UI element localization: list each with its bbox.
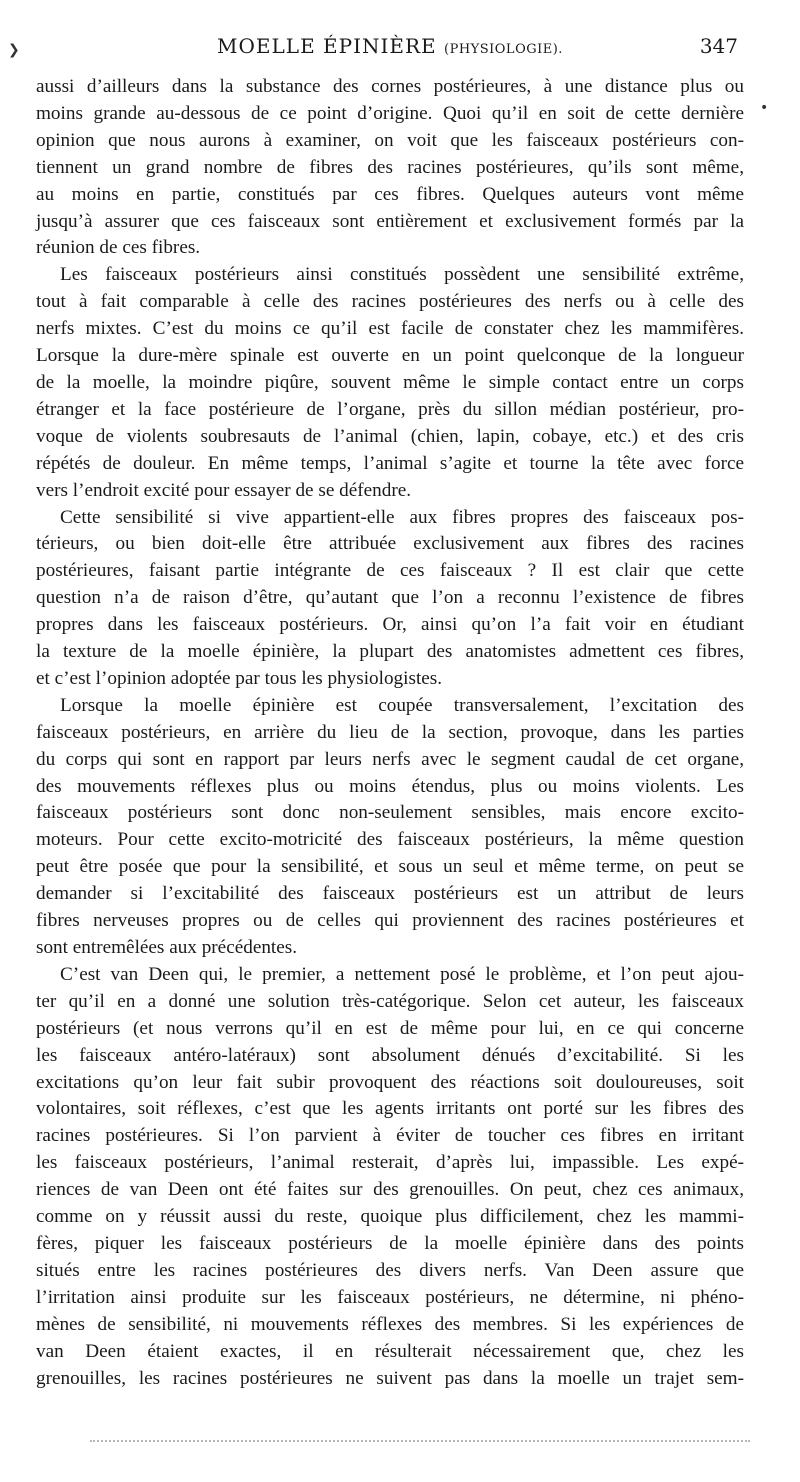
text-line: vers l’endroit excité pour essayer de se défendre. [36,479,412,501]
text-line: répétés de douleur. En même temps, l’animal s’agite et tourne la tête avec force [36,452,744,474]
stray-mark-right: • [760,100,769,116]
body-text [36,74,744,1392]
text-line: propres dans les faisceaux postérieurs. Or, ainsi qu’on l’a fait voir en étudiant [36,614,744,636]
text-line: réunion de ces fibres. [36,237,201,259]
title-main: MOELLE ÉPINIÈRE [217,34,437,58]
text-line: Lorsque la dure-mère spinale est ouverte en un point quelconque de la longueur [36,345,744,367]
text-line: fères, piquer les faisceaux postérieurs de la moelle épinière dans des points [36,1232,744,1254]
text-line: moteurs. Pour cette excito-motricité des faisceaux postérieurs, la même question [36,829,744,851]
text-line: Lorsque la moelle épinière est coupée transversalement, l’excitation des [60,694,744,716]
text-line: térieurs, ou bien doit-elle être attribuée exclusivement aux fibres des racines [36,533,744,555]
paragraph [36,74,744,262]
text-line: situés entre les racines postérieures des divers nerfs. Van Deen assure que [36,1259,744,1281]
text-line: opinion que nous aurons à examiner, on voit que les faisceaux postérieurs con- [36,129,744,151]
page-title [36,34,744,58]
text-line: van Deen étaient exactes, il en résulterait nécessairement que, chez les [36,1340,744,1362]
text-line: racines postérieures. Si l’on parvient à éviter de toucher ces fibres en irritant [36,1125,744,1147]
text-line: excitations qu’on leur fait subir provoquent des réactions soit douloureuses, soit [36,1071,744,1093]
text-line: moins grande au-dessous de ce point d’origine. Quoi qu’il en soit de cette dernière [36,102,744,124]
bottom-edge-artifact [90,1436,750,1442]
text-line: fibres nerveuses propres ou de celles qui proviennent des racines postérieures et [36,910,744,932]
stray-mark-left: ❯ [8,42,20,58]
paragraph [36,962,744,1393]
text-line: demander si l’excitabilité des faisceaux postérieurs est un attribut de leurs [36,883,744,905]
text-line: grenouilles, les racines postérieures ne suivent pas dans la moelle un trajet sem- [36,1367,744,1389]
text-line: jusqu’à assurer que ces faisceaux sont entièrement et exclusivement formés par la [36,210,744,232]
text-line: faisceaux postérieurs sont donc non-seulement sensibles, mais encore excito- [36,802,744,824]
text-line: faisceaux postérieurs, en arrière du lieu de la section, provoque, dans les parties [36,721,744,743]
text-line: riences de van Deen ont été faites sur des grenouilles. On peut, chez ces animaux, [36,1179,744,1201]
text-line: et c’est l’opinion adoptée par tous les physiologistes. [36,667,443,689]
text-line: volontaires, soit réflexes, c’est que les agents irritants ont porté sur les fibres des [36,1098,744,1120]
paragraph [36,505,744,693]
text-line: du corps qui sont en rapport par leurs nerfs avec le segment caudal de cet organe, [36,748,744,770]
text-line: étranger et la face postérieure de l’organe, près du sillon médian postérieur, pro- [36,398,744,420]
text-line: la texture de la moelle épinière, la plupart des anatomistes admettent ces fibres, [36,641,744,663]
text-line: de la moelle, la moindre piqûre, souvent même le simple contact entre un corps [36,371,744,393]
text-line: les faisceaux postérieurs, l’animal resterait, d’après lui, impassible. Les expé- [36,1152,744,1174]
title-sub: (PHYSIOLOGIE). [444,42,563,57]
text-line: mènes de sensibilité, ni mouvements réflexes des membres. Si les expériences de [36,1313,744,1335]
book-page [36,30,744,1392]
running-head [36,30,744,64]
text-line: sont entremêlées aux précédentes. [36,937,298,958]
text-line: postérieures, faisant partie intégrante de ces faisceaux ? Il est clair que cette [36,560,744,582]
text-line: ter qu’il en a donné une solution très-catégorique. Selon cet auteur, les faisceaux [36,990,744,1012]
text-line: des mouvements réflexes plus ou moins étendus, plus ou moins violents. Les [36,775,744,797]
text-line: aussi d’ailleurs dans la substance des cornes postérieures, à une distance plus ou [36,76,744,97]
text-line: Cette sensibilité si vive appartient-elle aux fibres propres des faisceaux pos- [60,506,744,528]
text-line: tiennent un grand nombre de fibres des racines postérieures, qu’ils sont même, [36,156,744,178]
text-line: au moins en partie, constitués par ces fibres. Quelques auteurs vont même [36,183,744,205]
text-line: tout à fait comparable à celle des racines postérieures des nerfs ou à celle des [36,291,744,313]
paragraph [36,693,744,962]
text-line: les faisceaux antéro-latéraux) sont absolument dénués d’excitabilité. Si les [36,1044,744,1066]
text-line: postérieurs (et nous verrons qu’il en est de même pour lui, en ce qui concerne [36,1017,744,1039]
text-line: nerfs mixtes. C’est du moins ce qu’il est facile de constater chez les mammifères. [36,318,744,340]
text-line: C’est van Deen qui, le premier, a nettement posé le problème, et l’on peut ajou- [60,963,744,985]
text-line: Les faisceaux postérieurs ainsi constitués possèdent une sensibilité extrême, [60,264,744,286]
text-line: comme on y réussit aussi du reste, quoique plus difficilement, chez les mammi- [36,1206,744,1228]
text-line: l’irritation ainsi produite sur les faisceaux postérieurs, ne détermine, ni phéno- [36,1286,744,1308]
text-line: question n’a de raison d’être, qu’autant que l’on a reconnu l’existence de fibres [36,587,744,609]
paragraph [36,262,744,504]
page-number: 347 [699,34,738,58]
text-line: voque de violents soubresauts de l’animal (chien, lapin, cobaye, etc.) et des cris [36,425,744,447]
text-line: peut être posée que pour la sensibilité, et sous un seul et même terme, on peut se [36,856,744,878]
